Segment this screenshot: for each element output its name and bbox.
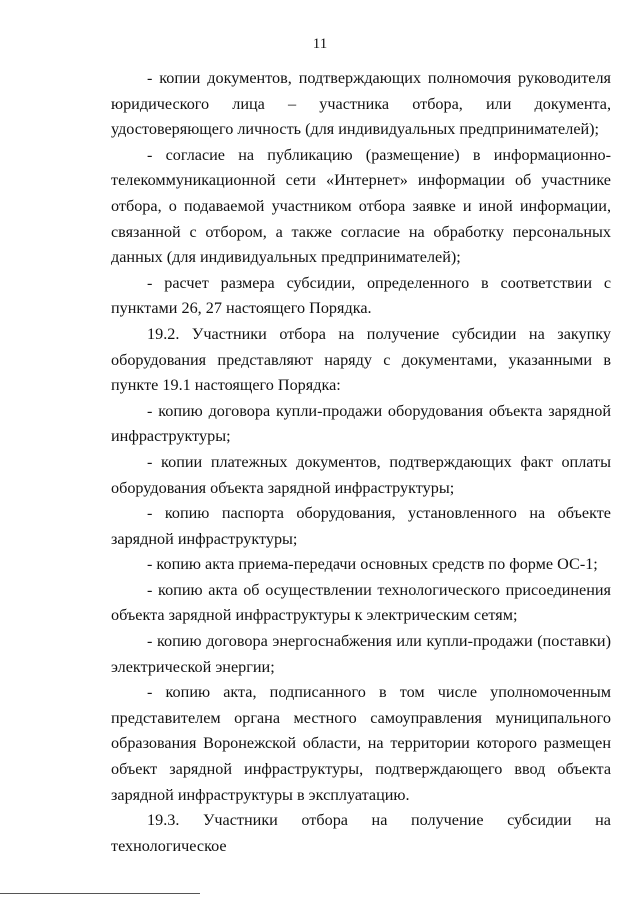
paragraph-12: 19.3. Участники отбора на получение субсидии на технологическое xyxy=(111,811,611,855)
paragraph-1: - копии документов, подтверждающих полномочия руководителя юридического лица – участника отбора, или документа, удостоверяющего личность (для индивидуальных предпринимателей); xyxy=(111,69,611,139)
page-number: 11 xyxy=(312,36,328,52)
paragraph-4: 19.2. Участники отбора на получение субсидии на закупку оборудования представляют наряду с документами, указанными в пункте 19.1 настоящего Порядка: xyxy=(111,324,611,395)
bottom-rule xyxy=(0,893,200,894)
paragraph-6: - копии платежных документов, подтверждающих факт оплаты оборудования объекта зарядной инфраструктуры; xyxy=(111,452,611,497)
paragraph-8: - копию акта приема-передачи основных средств по форме ОС-1; xyxy=(147,555,598,574)
paragraph-10: - копию договора энергоснабжения или купли-продажи (поставки) электрической энергии; xyxy=(111,632,611,676)
paragraph-5: - копию договора купли-продажи оборудования объекта зарядной инфраструктуры; xyxy=(111,401,611,446)
document-body xyxy=(111,66,611,859)
paragraph-2: - согласие на публикацию (размещение) в информационно-телекоммуникационной сети «Интернет» информации об участнике отбора, о подаваемой участником отбора заявке и иной информации, связанной с отбором, а также согласие на обработку персональных данных (для индивидуальных предпринимателей); xyxy=(111,145,611,267)
paragraph-9: - копию акта об осуществлении технологического присоединения объекта зарядной инфраструктуры к электрическим сетям; xyxy=(111,580,611,625)
paragraph-7: - копию паспорта оборудования, установленного на объекте зарядной инфраструктуры; xyxy=(111,504,611,548)
paragraph-3: - расчет размера субсидии, определенного в соответствии с пунктами 26, 27 настоящего Порядка. xyxy=(111,273,611,318)
paragraph-11: - копию акта, подписанного в том числе уполномоченным представителем органа местного самоуправления муниципального образования Воронежской области, на территории которого размещен объект зарядной инфраструктуры, подтверждающего ввод объекта зарядной инфраструктуры в эксплуатацию. xyxy=(111,683,611,804)
